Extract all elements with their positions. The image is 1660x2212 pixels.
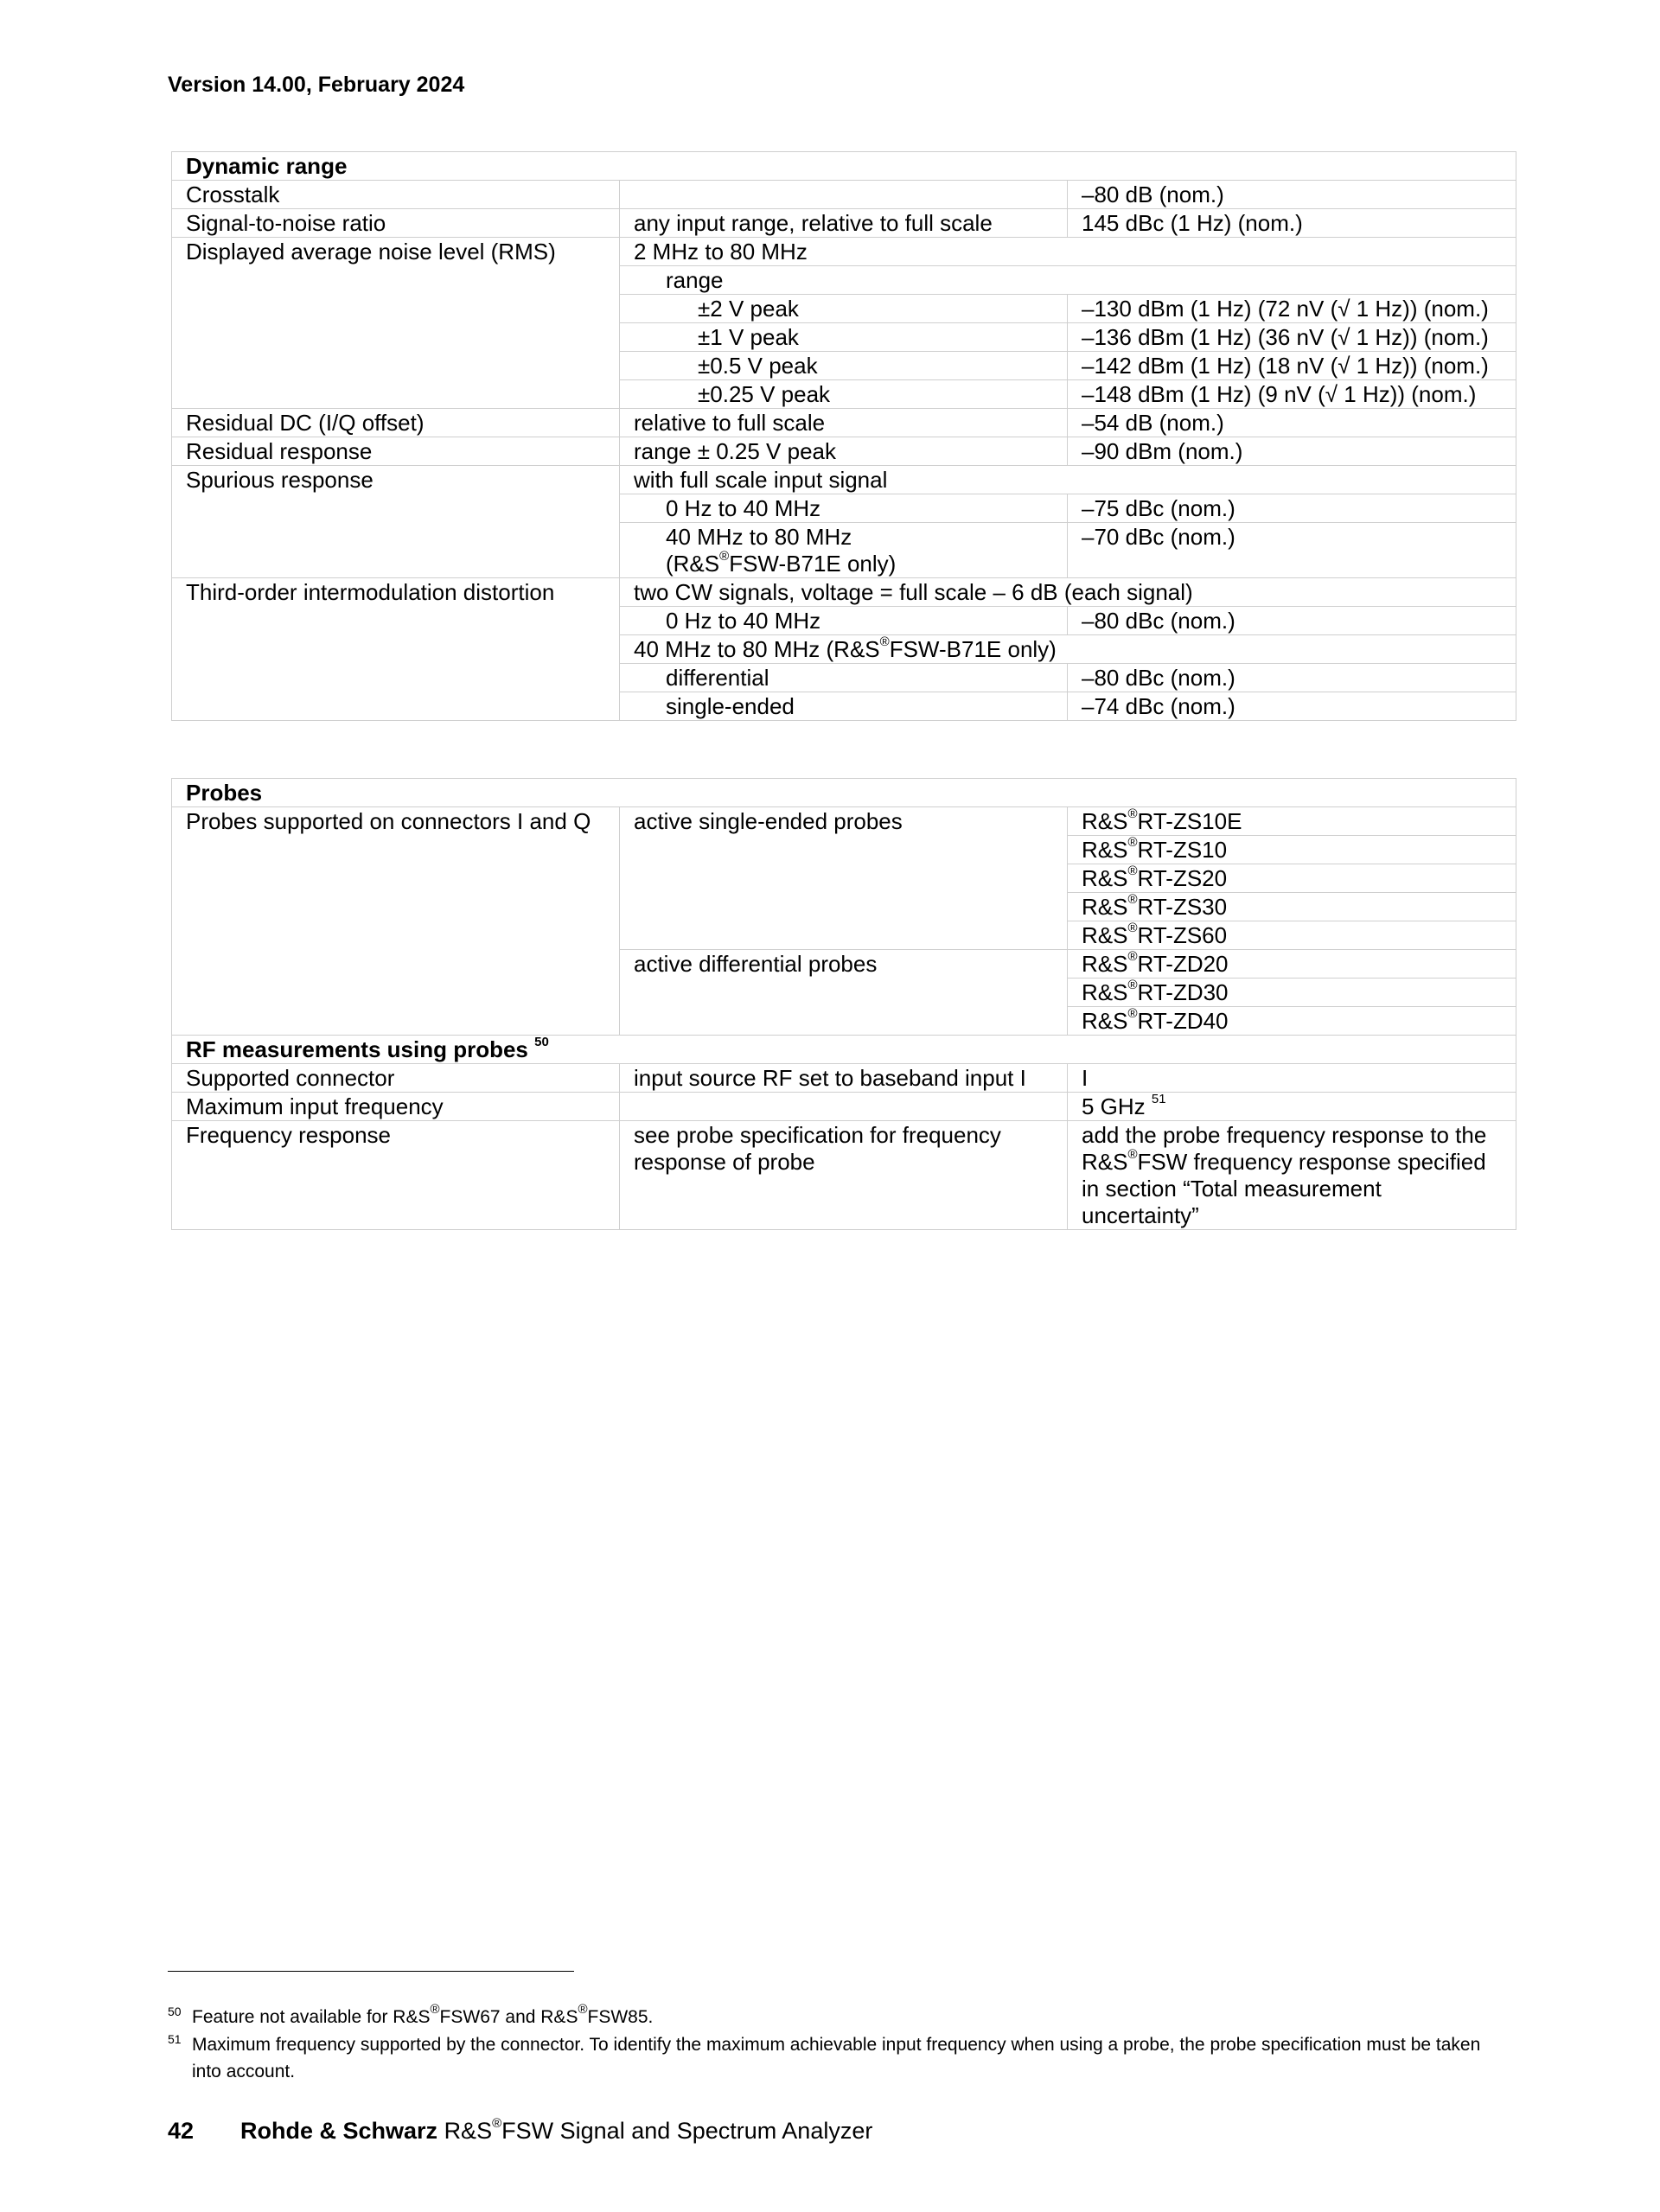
table-row <box>172 209 1516 238</box>
danl-value: –130 dBm (1 Hz) (72 nV (√ 1 Hz)) (nom.) <box>1068 295 1516 323</box>
imd3-mode: differential <box>666 665 769 691</box>
probe-model: R&S®RT-ZS60 <box>1068 921 1516 950</box>
probe-model: R&S®RT-ZD40 <box>1068 1007 1516 1036</box>
residual-dc-value: –54 dB (nom.) <box>1068 409 1516 437</box>
company-name: Rohde & Schwarz <box>240 2118 438 2144</box>
footnote-number: 51 <box>168 2032 182 2046</box>
section-title-rf-probes: RF measurements using probes $^{50}$ <box>172 1036 1516 1064</box>
spurious-range: 0 Hz to 40 MHz <box>666 495 821 521</box>
residual-dc-label: Residual DC (I/Q offset) <box>172 409 620 437</box>
danl-value: –136 dBm (1 Hz) (36 nV (√ 1 Hz)) (nom.) <box>1068 323 1516 352</box>
product-name: R&S®FSW Signal and Spectrum Analyzer <box>444 2116 873 2144</box>
table-row <box>172 1121 1516 1230</box>
danl-value: –148 dBm (1 Hz) (9 nV (√ 1 Hz)) (nom.) <box>1068 380 1516 409</box>
spurious-value: –70 dBc (nom.) <box>1068 523 1516 578</box>
snr-label: Signal-to-noise ratio <box>172 209 620 238</box>
differential-label: active differential probes <box>620 950 1068 1036</box>
danl-label: Displayed average noise level (RMS) <box>172 238 620 409</box>
danl-range: ±0.25 V peak <box>698 381 831 407</box>
max-freq-label: Maximum input frequency <box>172 1093 620 1121</box>
table-row <box>172 1064 1516 1093</box>
table-row <box>172 1093 1516 1121</box>
footnote-ref: 50 <box>534 1035 549 1050</box>
snr-value: 145 dBc (1 Hz) (nom.) <box>1068 209 1516 238</box>
imd3-range: 0 Hz to 40 MHz <box>666 608 821 634</box>
danl-range: ±0.5 V peak <box>698 353 818 379</box>
residual-response-label: Residual response <box>172 437 620 466</box>
imd3-value: –80 dBc (nom.) <box>1068 607 1516 635</box>
imd3-label: Third-order intermodulation distortion <box>172 578 620 721</box>
danl-condition: 2 MHz to 80 MHz <box>620 238 1516 266</box>
connector-label: Supported connector <box>172 1064 620 1093</box>
page-number: 42 <box>168 2118 195 2144</box>
freq-response-label: Frequency response <box>172 1121 620 1230</box>
table-row <box>172 409 1516 437</box>
imd3-condition: two CW signals, voltage = full scale – 6 dB (each signal) <box>620 578 1516 607</box>
footnote-text: Maximum frequency supported by the connector. To identify the maximum achievable input frequency when using a probe, the probe specification must be taken into account. <box>192 2035 1481 2081</box>
imd3-value: –74 dBc (nom.) <box>1068 692 1516 721</box>
crosstalk-label: Crosstalk <box>172 181 620 209</box>
spurious-value: –75 dBc (nom.) <box>1068 494 1516 523</box>
dynamic-range-table <box>171 151 1516 721</box>
table-row <box>172 238 1516 266</box>
probe-model: R&S®RT-ZS30 <box>1068 893 1516 921</box>
spurious-condition: with full scale input signal <box>620 466 1516 494</box>
probes-supported-label: Probes supported on connectors I and Q <box>172 807 620 1036</box>
footnote-text: Feature not available for R&S®FSW67 and R&S®FSW85. <box>192 2002 654 2027</box>
table-row <box>172 578 1516 607</box>
probe-model: R&S®RT-ZD30 <box>1068 979 1516 1007</box>
residual-response-condition: range ± 0.25 V peak <box>620 437 1068 466</box>
spurious-range: 40 MHz to 80 MHz <box>666 524 852 550</box>
crosstalk-value: –80 dB (nom.) <box>1068 181 1516 209</box>
spurious-label: Spurious response <box>172 466 620 578</box>
snr-condition: any input range, relative to full scale <box>620 209 1068 238</box>
table-row <box>172 437 1516 466</box>
footnote <box>168 2031 1491 2085</box>
footnote-ref: 51 <box>1151 1092 1166 1107</box>
probe-model: R&S®RT-ZS10 <box>1068 836 1516 864</box>
page-footer <box>168 2118 872 2145</box>
probe-model: R&S®RT-ZD20 <box>1068 950 1516 979</box>
table-row <box>172 466 1516 494</box>
section-title-probes: Probes <box>172 779 1516 807</box>
table-row <box>172 181 1516 209</box>
imd3-mode: single-ended <box>666 693 795 719</box>
section-title-dynamic-range: Dynamic range <box>172 152 1516 181</box>
probe-model: R&S®RT-ZS20 <box>1068 864 1516 893</box>
version-header: Version 14.00, February 2024 <box>168 73 465 97</box>
spurious-range-note: (R&S®FSW-B71E only) <box>666 549 897 577</box>
danl-range-label: range <box>666 267 724 293</box>
connector-condition: input source RF set to baseband input I <box>620 1064 1068 1093</box>
freq-response-condition: see probe specification for frequency response of probe <box>620 1121 1068 1230</box>
probes-table <box>171 778 1516 1230</box>
footnote-divider <box>168 1971 574 1972</box>
single-ended-label: active single-ended probes <box>620 807 1068 950</box>
residual-response-value: –90 dBm (nom.) <box>1068 437 1516 466</box>
imd3-subcondition: 40 MHz to 80 MHz (R&S®FSW-B71E only) <box>620 635 1516 664</box>
probe-model: R&S®RT-ZS10E <box>1068 807 1516 836</box>
residual-dc-condition: relative to full scale <box>620 409 1068 437</box>
danl-range: ±1 V peak <box>698 324 799 350</box>
connector-value: I <box>1068 1064 1516 1093</box>
danl-range: ±2 V peak <box>698 296 799 322</box>
danl-value: –142 dBm (1 Hz) (18 nV (√ 1 Hz)) (nom.) <box>1068 352 1516 380</box>
max-freq-value: 5 GHz $^{51}$ <box>1068 1093 1516 1121</box>
table-row <box>172 807 1516 836</box>
footnote <box>168 2004 1491 2030</box>
imd3-value: –80 dBc (nom.) <box>1068 664 1516 692</box>
freq-response-value: add the probe frequency response to the R&S®FSW frequency response specified in section “Total measurement uncertainty” <box>1068 1121 1516 1230</box>
footnote-number: 50 <box>168 2005 182 2018</box>
